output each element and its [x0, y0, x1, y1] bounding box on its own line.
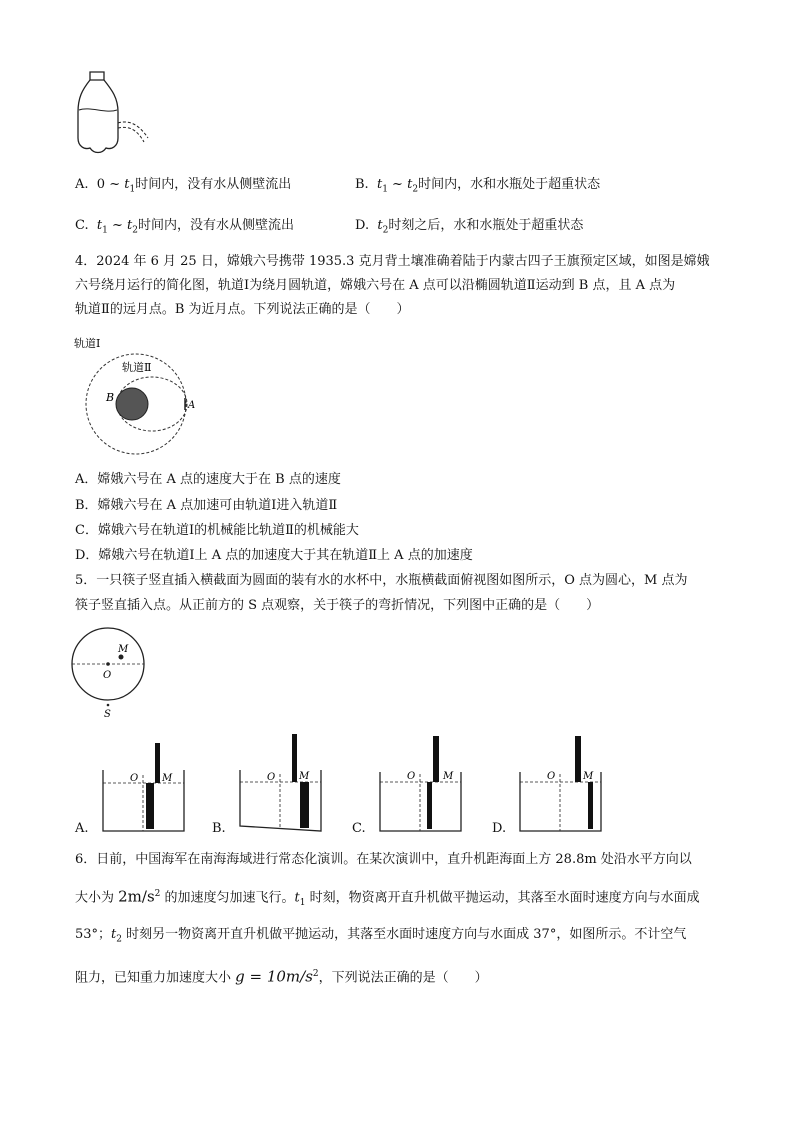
- point-b-label: B: [106, 391, 115, 404]
- m-label: M: [583, 771, 594, 782]
- q5-choice-d[interactable]: [492, 730, 612, 835]
- choice-label: A.: [75, 821, 89, 836]
- choice-a-figure: [100, 735, 195, 835]
- bottle-figure: [70, 68, 160, 158]
- q3-option-b[interactable]: B. $t_1$ ~ $t_2$时间内，水和水瓶处于超重状态: [355, 177, 601, 195]
- q4-stem-line3: 轨道Ⅱ的远月点。B 为近月点。下列说法正确的是（ ）: [75, 302, 410, 317]
- point-a-label: A: [188, 400, 196, 411]
- q5-choice-a[interactable]: [75, 735, 195, 835]
- m-label: M: [162, 773, 173, 784]
- q4-option-a[interactable]: A．嫦娥六号在 A 点的速度大于在 B 点的速度: [75, 472, 341, 487]
- cup-topview-figure: [68, 624, 158, 720]
- o-label: O: [547, 771, 556, 782]
- q4-option-d[interactable]: D．嫦娥六号在轨道Ⅰ上 A 点的加速度大于其在轨道Ⅱ上 A 点的加速度: [75, 548, 473, 563]
- orbit-figure: [70, 334, 210, 459]
- q3-option-d[interactable]: D. $t_2$时刻之后，水和水瓶处于超重状态: [355, 218, 584, 236]
- q6-stem-line2: 大小为 $2m/s^2$ 的加速度匀加速飞行。$t_1$ 时刻，物资离开直升机做平抛运动，其落至水面时速度方向与水面成: [75, 887, 700, 908]
- q5-choice-c[interactable]: [352, 730, 472, 835]
- q5-stem-line1: 5．一只筷子竖直插入横截面为圆面的装有水的水杯中，水瓶横截面俯视图如图所示，O 点为圆心，M 点为: [75, 573, 688, 588]
- q6-stem-line1: 6．日前，中国海军在南海海域进行常态化演训。在某次演训中，直升机距海面上方 28.8m 处沿水平方向以: [75, 852, 692, 867]
- q6-stem-line3: 53°；$t_2$ 时刻另一物资离开直升机做平抛运动，其落至水面时速度方向与水面成 37°，如图所示。不计空气: [75, 927, 687, 945]
- choice-d-figure: [517, 730, 612, 835]
- q3-option-a[interactable]: A. 0 ~ $t_1$时间内，没有水从侧壁流出: [75, 177, 292, 195]
- choice-label: C.: [352, 821, 366, 836]
- o-label: O: [267, 772, 276, 783]
- choice-c-figure: [377, 730, 472, 835]
- choice-label: B.: [212, 821, 226, 836]
- choice-b-figure: [237, 730, 332, 835]
- o-label: O: [407, 771, 416, 782]
- q4-option-c[interactable]: C．嫦娥六号在轨道Ⅰ的机械能比轨道Ⅱ的机械能大: [75, 523, 359, 538]
- o-label: O: [130, 773, 139, 784]
- q3-option-c[interactable]: C. $t_1$ ~ $t_2$时间内，没有水从侧壁流出: [75, 218, 295, 236]
- q6-stem-line4: 阻力，已知重力加速度大小 $g = 10m/s^2$，下列说法正确的是（ ）: [75, 967, 488, 986]
- q4-option-b[interactable]: B．嫦娥六号在 A 点加速可由轨道Ⅰ进入轨道Ⅱ: [75, 498, 338, 513]
- m-label: M: [299, 771, 310, 782]
- q4-stem-line2: 六号绕月运行的简化图，轨道Ⅰ为绕月圆轨道，嫦娥六号在 A 点可以沿椭圆轨道Ⅱ运动到 B 点，且 A 点为: [75, 278, 676, 293]
- q4-stem-line1: 4．2024 年 6 月 25 日，嫦娥六号携带 1935.3 克月背土壤准确着陆于内蒙古四子王旗预定区域，如图是嫦娥: [75, 254, 710, 269]
- q5-choice-b[interactable]: [212, 730, 332, 835]
- point-s-label: S: [104, 709, 111, 720]
- m-label: M: [443, 771, 454, 782]
- choice-label: D.: [492, 821, 507, 836]
- center-o-label: O: [103, 670, 112, 681]
- orbit1-label: 轨道Ⅰ: [74, 337, 101, 350]
- q5-stem-line2: 筷子竖直插入点。从正前方的 S 点观察，关于筷子的弯折情况，下列图中正确的是（ ）: [75, 598, 600, 613]
- point-m-label: M: [118, 644, 129, 655]
- orbit2-label: 轨道Ⅱ: [122, 361, 152, 374]
